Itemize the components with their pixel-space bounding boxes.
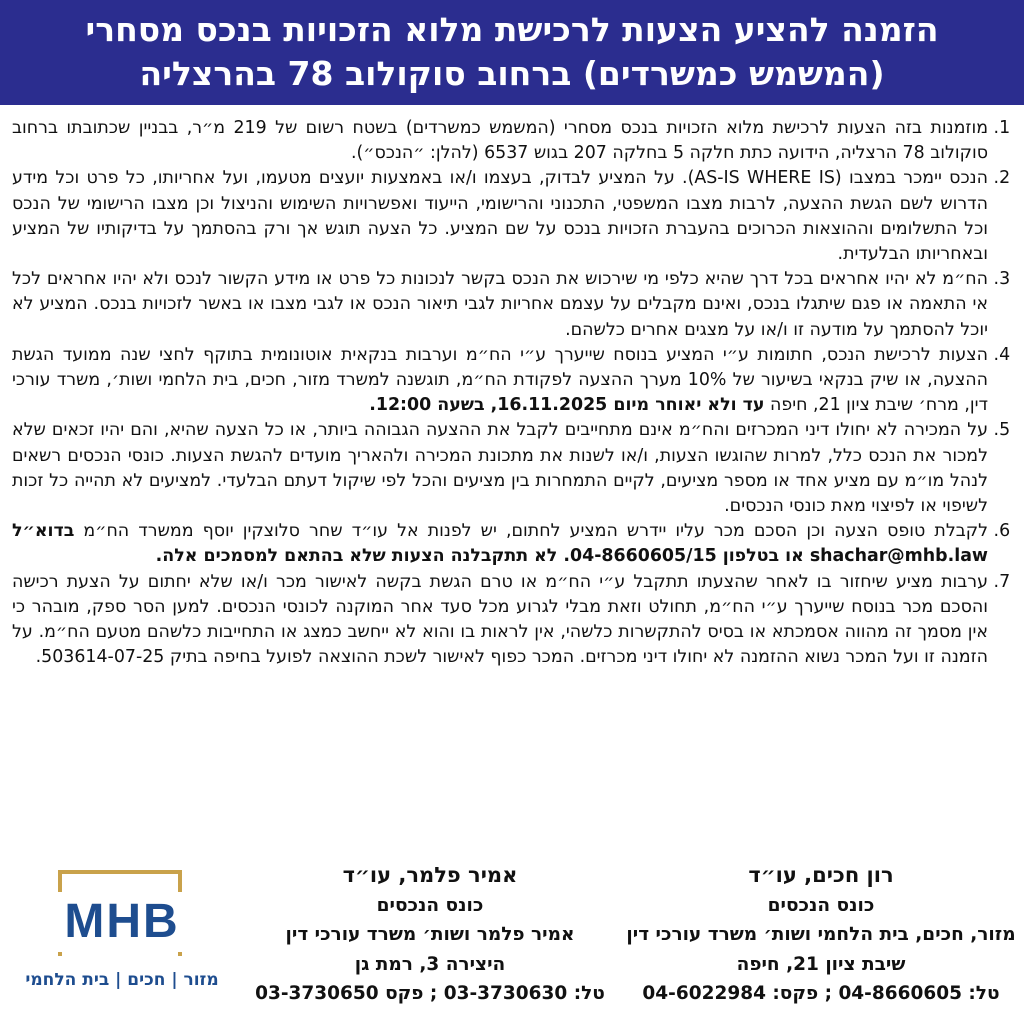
logo-letters: MHB [54, 892, 190, 952]
term-text-1: מוזמנות בזה הצעות לרכישת מלוא הזכויות בנכס מסחרי (המשמש כמשרדים) בשטח רשום של 219 מ״ר, בבניין שכתובתו ברחוב סוקולוב 78 הרצליה, הידועה כתת חלקה 5 בחלקה 207 בגוש 6537 (להלן: ״הנכס״). [12, 118, 989, 164]
term-item-3 [12, 267, 988, 343]
submission-deadline: עד ולא יאוחר מיום 16.11.2025, בשעה 12:00. [369, 395, 765, 416]
term-item-2 [12, 166, 988, 267]
term-item-6 [12, 519, 988, 569]
signer-role: כונס הנכסים [767, 894, 875, 916]
term-text-6: לקבלת טופס הצעה וכן הסכם מכר עליו יידרש המציע לחתום, יש לפנות אל עו״ד שחר סלוצקין יוסף ממשרד הח״מ [74, 521, 988, 542]
term-text-7: ערבות מציע שיחזור בו לאחר שהצעתו תתקבל ע״י הח״מ או טרם הגשת בקשה לאישור מכר ו/או שלא יחתום על הצעת רכישה והסכם מכר בנוסח שייערך ע״י הח״מ, תחולט וזאת מבלי לגרוע מכל סעד אחר המוקנה לכונסי הנכסים. למען הסר ספק, מובהר כי אין מסמך זה מהווה אסמכתא או בסיס להתקשרות כלשהי, אין לראות בו והוא לא ייחשב כמצג או התחייבות כלשהם מטעם הח״מ. על הזמנה זו ועל המכר נשוא ההזמנה לא יחולו דיני מכרזים. המכר כפוף לאישור לשכת ההוצאה לפועל בחיפה בתיק 503614-07-25. [12, 571, 988, 668]
contact-email-link[interactable]: shachar@mhb.law [809, 546, 988, 567]
signer-firm: מזור, חכים, בית הלחמי ושות׳ משרד עורכי דין [626, 924, 1016, 945]
term-text-4: הצעות לרכישת הנכס, חתומות ע״י המציע בנוסח שייערך ע״י הח״מ וערבות בנקאית אוטונומית בתוקף לחצי שנה ממועד הגשת ההצעה, או שיק בנקאי בשיעור של 10% מערך ההצעה לפקודת הח״מ, תוגשנה למשרד מזור, חכים, בית הלחמי ושות׳, משרד עורכי דין, מרח׳ שיבת ציון 21, חיפה [12, 344, 988, 416]
title-line-2: (המשמש כמשרדים) ברחוב סוקולוב 78 בהרצליה [139, 54, 885, 93]
term-text-2a: הנכס יימכר במצבו [841, 168, 988, 189]
as-is-clause: (AS-IS WHERE IS) [687, 168, 842, 189]
mhb-logo [10, 870, 234, 1000]
signer-firm: אמיר פלמר ושות׳ משרד עורכי דין [285, 924, 575, 945]
term-item-4 [12, 343, 988, 419]
term-text-3: הח״מ לא יהיו אחראים בכל דרך שהיא כלפי מי שירכוש את הנכס בקשר לנכונות כל פרט או מידע הקשור לנכס ולא יהיו אחראים לכל אי התאמה או פגם שיתגלו בנכס, ואינם מקבלים על עצמם אחריות לגבי תיאור הנכס או לגבי מצבו או באשר לזכויות בנכס. המציע לא יוכל להסתמך על מודעה זו ו/או על מצגים אחרים כלשהם. [12, 269, 988, 340]
logo-subtitle: מזור | חכים | בית הלחמי [25, 970, 219, 990]
signer-contact: טל: 04-8660605 ; פקס: 04-6022984 [642, 983, 1000, 1004]
term-item-7 [12, 570, 988, 671]
signature-block-amir-palmer [244, 861, 616, 1009]
signer-name: אמיר פלמר, עו״ד [342, 863, 518, 887]
signer-contact: טל: 03-3730630 ; פקס 03-3730650 [255, 983, 605, 1004]
title-line-1: הזמנה להציע הצעות לרכישת מלוא הזכויות בנכס מסחרי [85, 10, 939, 49]
term-item-1 [12, 116, 988, 166]
term-text-2b: . על המציע לבדוק, בעצמו ו/או באמצעות יועצים מטעמו, ועל אחריותו, כל פרט וכל מידע הדרוש לשם הגשת ההצעה, לרבות מצבו המשפטי, התכנוני והרישומי, הייעוד ואפשרויות השימוש והניצול וכן מצבו הרישומי של הנכס וכל התשלומים וההוצאות הכרוכים בהעברת הזכויות בנכס על שם המציע. כל הצעה תוגש אך ורק בהסתמך על בדיקותיו של המציע ובאחריותו הבלעדית. [12, 168, 988, 265]
signature-block-ron-hakim [626, 861, 1016, 1009]
logo-frame-top [58, 870, 182, 874]
signer-address: שיבת ציון 21, חיפה [736, 953, 906, 975]
notice-body [12, 116, 1014, 670]
signer-role: כונס הנכסים [376, 894, 484, 916]
title-banner [0, 0, 1024, 105]
term-item-5 [12, 418, 988, 519]
contact-phone: או בטלפון 04-8660605/15 [570, 546, 810, 567]
terms-list [12, 116, 1014, 670]
term-text-5: על המכירה לא יחולו דיני המכרזים והח״מ אינם מתחייבים לקבל את ההצעה הגבוהה ביותר, או כל הצעה שהיא, והם יהיו זכאים שלא למכור את הנכס כלל, למרות שהוגשו הצעות, ו/או לשנות את מתכונת המכירה ולהאריך מועדים להגשת הצעות. כונסי הנכסים רשאים לנהל מו״מ עם מציע אחד או מספר מציעים, לקיים התמחרות בין מציעים והכל לפי שיקול דעתם הבלעדי. למציעים לא תהייה כל זכות לשיפוי או לפיצוי מאת כונסי הנכסים. [12, 420, 988, 517]
signer-address: היצירה 3, רמת גן [354, 953, 506, 975]
documents-warning: . לא תתקבלנה הצעות שלא בהתאם למסמכים אלה. [155, 546, 570, 567]
signer-name: רון חכים, עו״ד [748, 863, 894, 887]
email-prefix: בדוא״ל [12, 521, 75, 542]
